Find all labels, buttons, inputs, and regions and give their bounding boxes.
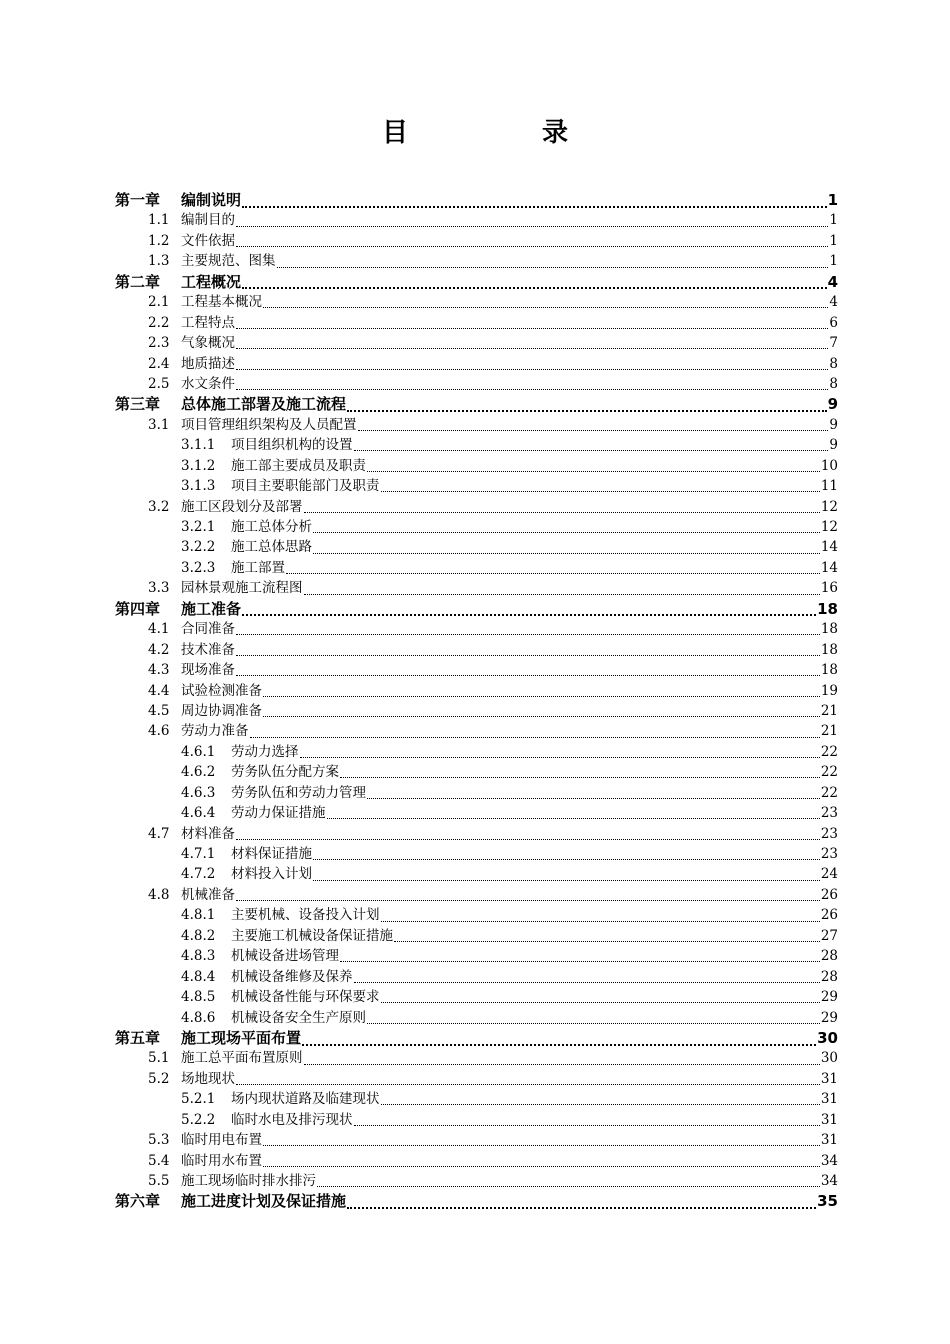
toc-entry-page: 14 (820, 559, 838, 576)
toc-entry-number: 4.7.2 (181, 866, 216, 883)
toc-entry-label: 施工现场临时排水排污 (181, 1173, 316, 1189)
toc-section-entry[interactable] (115, 578, 838, 598)
toc-leader-dots (327, 817, 820, 819)
toc-entry-page: 30 (820, 1050, 838, 1067)
toc-entry-page: 10 (820, 457, 838, 474)
toc-subsection-entry[interactable] (115, 844, 838, 864)
toc-entry-label: 场地现状 (181, 1070, 235, 1087)
toc-entry-label: 水文条件 (181, 375, 235, 392)
toc-leader-dots (263, 1144, 820, 1146)
toc-leader-dots (236, 225, 828, 227)
toc-entry-number: 5.1 (148, 1050, 170, 1067)
toc-entry-number: 4.8.2 (181, 927, 216, 944)
toc-entry-page: 22 (820, 764, 838, 781)
toc-entry-number: 5.2 (148, 1070, 170, 1087)
toc-entry-label: 文件依据 (181, 232, 235, 249)
toc-entry-number: 2.2 (148, 314, 170, 331)
toc-leader-dots (340, 960, 820, 962)
toc-leader-dots (242, 286, 827, 289)
toc-section-entry[interactable] (115, 354, 838, 374)
toc-subsection-entry[interactable] (115, 1110, 838, 1130)
toc-entry-page: 1 (829, 232, 838, 249)
toc-section-entry[interactable] (115, 1130, 838, 1150)
toc-entry-page: 30 (817, 1028, 838, 1047)
toc-entry-label: 施工区段划分及部署 (181, 498, 303, 515)
toc-entry-label: 劳动力准备 (181, 723, 249, 740)
toc-section-entry[interactable] (115, 640, 838, 660)
toc-leader-dots (236, 674, 820, 676)
toc-entry-page: 27 (820, 927, 838, 944)
toc-leader-dots (354, 449, 829, 451)
toc-entry-label: 现场准备 (181, 662, 235, 679)
toc-subsection-entry[interactable] (115, 926, 838, 946)
toc-section-entry[interactable] (115, 701, 838, 721)
toc-leader-dots (236, 633, 820, 635)
toc-entry-page: 8 (829, 355, 838, 372)
toc-entry-label: 周边协调准备 (181, 702, 262, 719)
toc-entry-label: 场内现状道路及临建现状 (231, 1091, 380, 1108)
toc-leader-dots (381, 920, 820, 922)
toc-entry-page: 18 (817, 599, 838, 618)
toc-leader-dots (304, 1063, 820, 1065)
toc-subsection-entry[interactable] (115, 946, 838, 966)
toc-leader-dots (367, 797, 820, 799)
toc-entry-label: 试验检测准备 (181, 682, 262, 699)
toc-entry-label: 园林景观施工流程图 (181, 580, 303, 597)
toc-entry-label: 项目管理组织架构及人员配置 (181, 416, 357, 433)
toc-leader-dots (300, 756, 820, 758)
toc-entry-number: 4.1 (148, 621, 170, 638)
toc-chapter-entry[interactable] (115, 394, 838, 414)
toc-entry-label: 材料准备 (181, 825, 235, 842)
toc-entry-label: 临时用水布置 (181, 1152, 262, 1169)
toc-section-entry[interactable] (115, 313, 838, 333)
toc-entry-number: 4.8.3 (181, 948, 216, 965)
toc-leader-dots (304, 511, 820, 513)
toc-leader-dots (313, 879, 820, 881)
toc-entry-page: 8 (829, 375, 838, 392)
toc-entry-page: 23 (820, 846, 838, 862)
toc-entry-page: 31 (820, 1132, 838, 1149)
toc-entry-label: 施工总体分析 (231, 519, 312, 535)
toc-subsection-entry[interactable] (115, 517, 838, 537)
toc-entry-label: 地质描述 (181, 355, 235, 372)
toc-entry-page: 4 (827, 272, 838, 291)
toc-section-entry[interactable] (115, 251, 838, 271)
page-title: 目 录 (381, 118, 622, 148)
toc-entry-label: 机械设备维修及保养 (231, 968, 353, 985)
toc-section-entry[interactable] (115, 619, 838, 639)
toc-entry-number: 4.8.1 (181, 907, 216, 924)
toc-subsection-entry[interactable] (115, 967, 838, 987)
toc-entry-number: 4.3 (148, 662, 170, 679)
toc-subsection-entry[interactable] (115, 1089, 838, 1109)
toc-entry-number: 3.1.2 (181, 457, 216, 474)
toc-entry-page: 21 (820, 723, 838, 740)
toc-entry-number: 4.6.2 (181, 764, 216, 781)
toc-entry-label: 机械设备进场管理 (231, 948, 339, 965)
toc-section-entry[interactable] (115, 415, 838, 435)
toc-leader-dots (313, 531, 820, 533)
toc-entry-page: 31 (820, 1070, 838, 1087)
toc-entry-number: 4.6.3 (181, 784, 216, 801)
toc-leader-dots (236, 368, 828, 370)
toc-entry-number: 4.2 (148, 641, 170, 658)
toc-entry-label: 施工部主要成员及职责 (231, 457, 366, 474)
toc-entry-number: 1.2 (148, 232, 170, 249)
toc-leader-dots (242, 205, 827, 208)
toc-entry-number: 第四章 (115, 599, 161, 618)
toc-entry-page: 1 (829, 212, 838, 229)
toc-entry-label: 主要施工机械设备保证措施 (231, 927, 393, 944)
toc-entry-number: 4.8 (148, 886, 170, 903)
toc-entry-label: 编制目的 (181, 212, 235, 229)
toc-entry-label: 劳动力选择 (231, 743, 299, 760)
toc-section-entry[interactable] (115, 660, 838, 680)
toc-leader-dots (236, 388, 828, 390)
toc-subsection-entry[interactable] (115, 783, 838, 803)
toc-subsection-entry[interactable] (115, 987, 838, 1007)
toc-leader-dots (236, 838, 820, 840)
toc-entry-number: 3.2.2 (181, 539, 216, 556)
toc-entry-page: 1 (827, 191, 838, 209)
toc-section-entry[interactable] (115, 1048, 838, 1068)
toc-entry-label: 劳务队伍分配方案 (231, 764, 339, 781)
toc-entry-page: 21 (820, 702, 838, 719)
toc-entry-number: 3.2 (148, 498, 170, 515)
toc-entry-number: 4.8.5 (181, 989, 216, 1006)
toc-entry-page: 14 (820, 539, 838, 556)
toc-entry-page: 29 (820, 1009, 838, 1026)
toc-entry-page: 7 (829, 335, 838, 352)
toc-entry-page: 31 (820, 1091, 838, 1108)
toc-entry-page: 9 (829, 416, 838, 433)
toc-entry-number: 1.3 (148, 253, 170, 270)
toc-entry-number: 4.4 (148, 682, 170, 699)
toc-chapter-entry[interactable] (115, 190, 838, 210)
toc-section-entry[interactable] (115, 333, 838, 353)
toc-subsection-entry[interactable] (115, 435, 838, 455)
toc-section-entry[interactable] (115, 885, 838, 905)
toc-leader-dots (236, 347, 828, 349)
toc-entry-page: 22 (820, 743, 838, 760)
toc-leader-dots (286, 572, 820, 574)
toc-entry-page: 18 (820, 662, 838, 679)
toc-entry-label: 材料保证措施 (231, 846, 312, 862)
toc-leader-dots (381, 490, 820, 492)
toc-leader-dots (236, 654, 820, 656)
toc-entry-label: 合同准备 (181, 621, 235, 638)
toc-entry-label: 施工现场平面布置 (181, 1028, 302, 1047)
toc-entry-number: 第三章 (115, 395, 161, 414)
toc-entry-label: 工程基本概况 (181, 294, 262, 311)
toc-chapter-entry[interactable] (115, 272, 838, 292)
toc-chapter-entry[interactable] (115, 1028, 838, 1048)
toc-entry-number: 第五章 (115, 1028, 161, 1047)
toc-entry-page: 11 (820, 478, 838, 495)
toc-section-entry[interactable] (115, 1151, 838, 1171)
toc-entry-number: 4.6 (148, 723, 170, 740)
toc-leader-dots (263, 306, 828, 308)
toc-section-entry[interactable] (115, 231, 838, 251)
toc-section-entry[interactable] (115, 210, 838, 230)
toc-entry-page: 1 (829, 253, 838, 270)
toc-leader-dots (381, 1103, 820, 1105)
toc-entry-page: 9 (829, 437, 838, 454)
table-of-contents (115, 190, 838, 1212)
toc-leader-dots (304, 593, 820, 595)
toc-entry-number: 5.2.2 (181, 1111, 216, 1128)
toc-entry-page: 24 (820, 866, 838, 883)
toc-leader-dots (313, 858, 820, 860)
toc-entry-page: 26 (820, 907, 838, 924)
toc-leader-dots (242, 613, 816, 616)
toc-leader-dots (347, 409, 827, 412)
toc-subsection-entry[interactable] (115, 558, 838, 578)
toc-entry-page: 28 (820, 948, 838, 965)
toc-entry-number: 2.3 (148, 335, 170, 352)
toc-entry-page: 23 (820, 805, 838, 822)
toc-leader-dots (367, 1022, 820, 1024)
toc-entry-number: 4.6.4 (181, 805, 216, 822)
toc-entry-label: 项目主要职能部门及职责 (231, 478, 380, 495)
toc-entry-number: 3.3 (148, 580, 170, 597)
toc-section-entry[interactable] (115, 824, 838, 844)
toc-entry-label: 劳动力保证措施 (231, 805, 326, 822)
toc-entry-number: 2.5 (148, 375, 170, 392)
toc-subsection-entry[interactable] (115, 1008, 838, 1028)
toc-entry-label: 气象概况 (181, 335, 235, 352)
toc-leader-dots (313, 552, 820, 554)
toc-entry-page: 34 (820, 1152, 838, 1169)
toc-entry-page: 9 (827, 395, 838, 414)
toc-entry-page: 23 (820, 825, 838, 842)
toc-entry-label: 总体施工部署及施工流程 (181, 395, 347, 414)
toc-entry-number: 5.4 (148, 1152, 170, 1169)
toc-entry-label: 机械设备性能与环保要求 (231, 989, 380, 1006)
toc-entry-page: 6 (829, 314, 838, 331)
toc-leader-dots (381, 1001, 820, 1003)
toc-subsection-entry[interactable] (115, 864, 838, 884)
toc-entry-label: 机械准备 (181, 886, 235, 903)
toc-leader-dots (236, 1083, 820, 1085)
toc-entry-number: 第六章 (115, 1192, 161, 1211)
toc-entry-page: 16 (820, 580, 838, 597)
toc-subsection-entry[interactable] (115, 476, 838, 496)
toc-entry-label: 机械设备安全生产原则 (231, 1009, 366, 1026)
toc-entry-number: 5.5 (148, 1173, 170, 1189)
toc-entry-page: 18 (820, 621, 838, 638)
toc-entry-page: 12 (820, 498, 838, 515)
toc-leader-dots (236, 245, 828, 247)
toc-entry-label: 主要机械、设备投入计划 (231, 907, 380, 924)
toc-leader-dots (236, 899, 820, 901)
toc-entry-page: 26 (820, 886, 838, 903)
toc-chapter-entry[interactable] (115, 599, 838, 619)
toc-entry-label: 材料投入计划 (231, 866, 312, 883)
toc-entry-label: 技术准备 (181, 641, 235, 658)
toc-leader-dots (263, 715, 820, 717)
toc-entry-number: 5.2.1 (181, 1091, 216, 1108)
toc-entry-number: 2.4 (148, 355, 170, 372)
toc-entry-label: 施工总平面布置原则 (181, 1050, 303, 1067)
toc-entry-label: 编制说明 (181, 191, 242, 209)
toc-entry-page: 22 (820, 784, 838, 801)
toc-section-entry[interactable] (115, 1171, 838, 1191)
toc-entry-number: 3.1.1 (181, 437, 216, 454)
toc-subsection-entry[interactable] (115, 762, 838, 782)
toc-section-entry[interactable] (115, 1069, 838, 1089)
toc-entry-page: 19 (820, 682, 838, 699)
toc-entry-number: 3.1 (148, 416, 170, 433)
toc-entry-number: 1.1 (148, 212, 170, 229)
toc-entry-number: 2.1 (148, 294, 170, 311)
toc-chapter-entry[interactable] (115, 1191, 838, 1211)
toc-section-entry[interactable] (115, 292, 838, 312)
toc-entry-page: 12 (820, 519, 838, 535)
toc-entry-page: 31 (820, 1111, 838, 1128)
toc-leader-dots (263, 695, 820, 697)
toc-section-entry[interactable] (115, 681, 838, 701)
toc-subsection-entry[interactable] (115, 456, 838, 476)
toc-entry-number: 5.3 (148, 1132, 170, 1149)
toc-entry-number: 3.1.3 (181, 478, 216, 495)
toc-entry-label: 工程概况 (181, 272, 242, 291)
toc-entry-number: 4.8.6 (181, 1009, 216, 1026)
toc-subsection-entry[interactable] (115, 803, 838, 823)
toc-entry-number: 3.2.3 (181, 559, 216, 576)
toc-entry-label: 项目组织机构的设置 (231, 437, 353, 454)
toc-entry-number: 4.7 (148, 825, 170, 842)
toc-leader-dots (263, 1165, 820, 1167)
toc-entry-label: 临时用电布置 (181, 1132, 262, 1149)
toc-leader-dots (347, 1206, 816, 1209)
toc-entry-number: 4.5 (148, 702, 170, 719)
toc-entry-number: 第一章 (115, 191, 161, 209)
toc-leader-dots (354, 1124, 820, 1126)
toc-entry-page: 18 (820, 641, 838, 658)
toc-section-entry[interactable] (115, 497, 838, 517)
toc-entry-page: 35 (817, 1192, 838, 1211)
toc-entry-number: 4.7.1 (181, 846, 216, 862)
toc-entry-page: 29 (820, 989, 838, 1006)
toc-entry-number: 第二章 (115, 272, 161, 291)
toc-entry-label: 工程特点 (181, 314, 235, 331)
toc-leader-dots (250, 736, 820, 738)
toc-leader-dots (302, 1043, 816, 1046)
toc-entry-page: 4 (829, 294, 838, 311)
toc-entry-page: 34 (820, 1173, 838, 1189)
toc-entry-number: 4.8.4 (181, 968, 216, 985)
toc-subsection-entry[interactable] (115, 742, 838, 762)
toc-entry-label: 施工总体思路 (231, 539, 312, 556)
toc-entry-label: 施工部置 (231, 559, 285, 576)
toc-entry-number: 3.2.1 (181, 519, 216, 535)
toc-entry-label: 劳务队伍和劳动力管理 (231, 784, 366, 801)
toc-section-entry[interactable] (115, 374, 838, 394)
toc-leader-dots (358, 429, 829, 431)
toc-leader-dots (367, 470, 820, 472)
toc-leader-dots (236, 327, 828, 329)
toc-entry-page: 28 (820, 968, 838, 985)
toc-leader-dots (317, 1185, 820, 1187)
toc-leader-dots (340, 776, 820, 778)
toc-subsection-entry[interactable] (115, 905, 838, 925)
toc-entry-label: 主要规范、图集 (181, 253, 276, 270)
toc-leader-dots (277, 266, 829, 268)
toc-entry-number: 4.6.1 (181, 743, 216, 760)
toc-leader-dots (394, 940, 820, 942)
toc-leader-dots (354, 981, 820, 983)
toc-entry-label: 施工进度计划及保证措施 (181, 1192, 347, 1211)
toc-section-entry[interactable] (115, 721, 838, 741)
toc-subsection-entry[interactable] (115, 537, 838, 557)
toc-entry-label: 施工准备 (181, 599, 242, 618)
toc-entry-label: 临时水电及排污现状 (231, 1111, 353, 1128)
